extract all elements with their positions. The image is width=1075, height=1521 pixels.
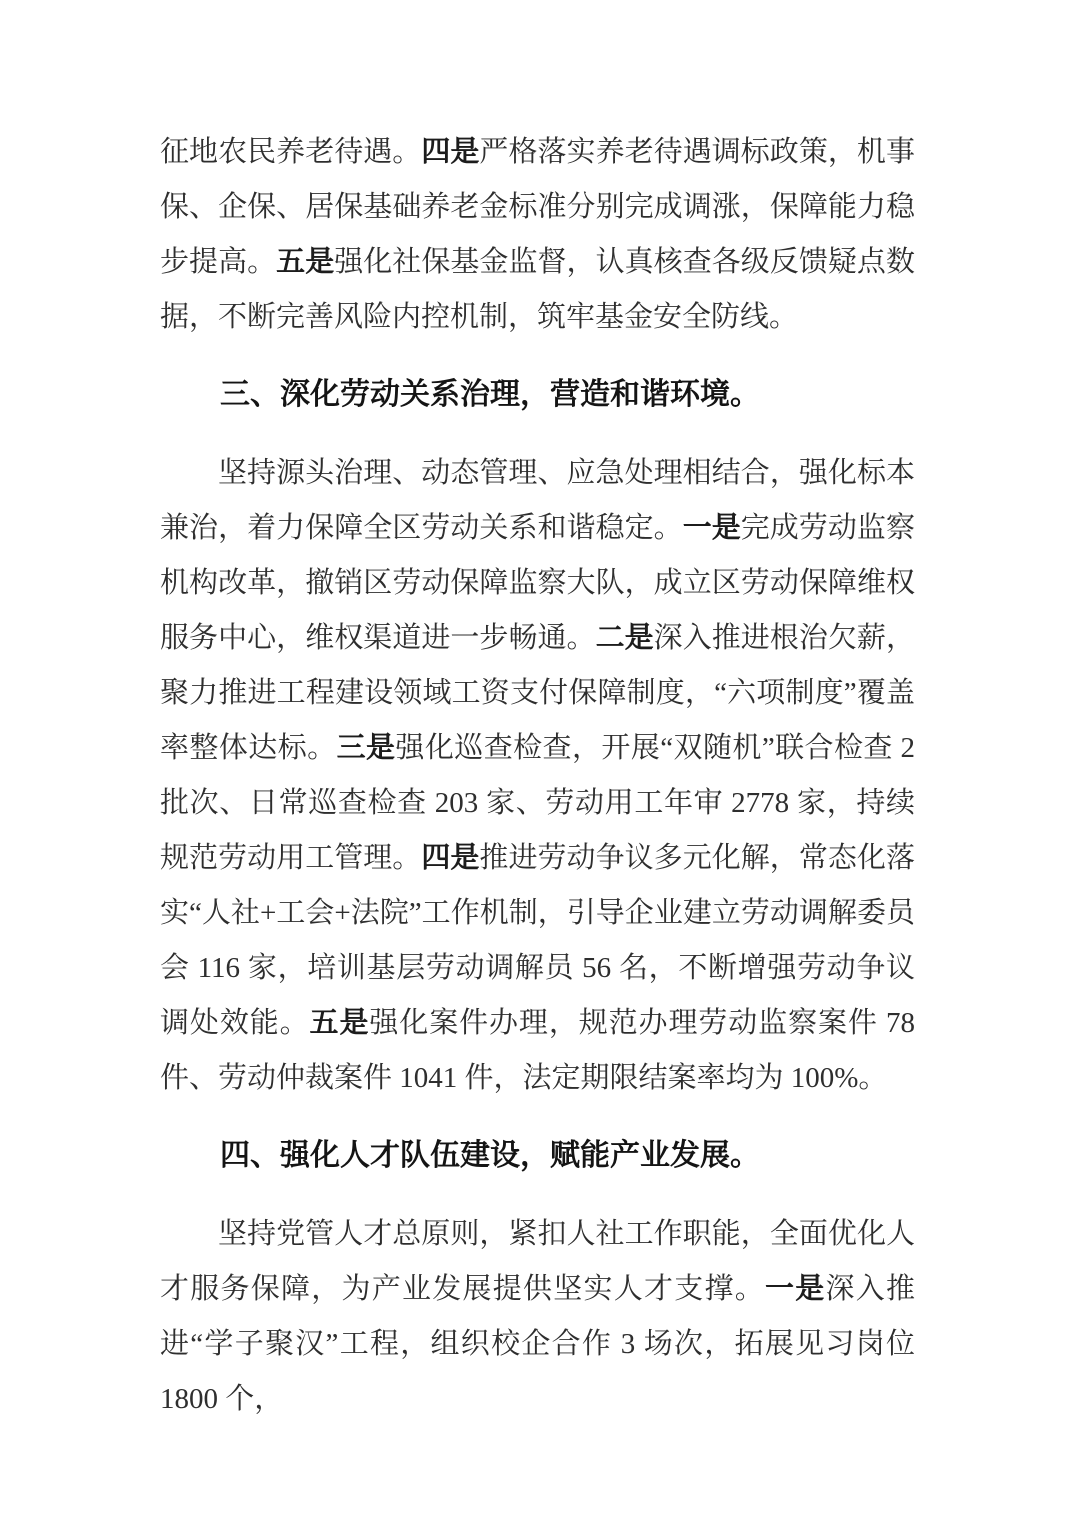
text-run: 完成劳动监察机构改革，撤销区劳动保障监察大队，成立区劳动保障维权服务中心，维权渠道进一步畅通。 xyxy=(160,512,915,654)
section-heading: 三、深化劳动关系治理，营造和谐环境。 xyxy=(220,378,760,411)
emphasis-run: 二是 xyxy=(595,622,654,654)
text-run: 深入推进根治欠薪，聚力推进工程建设领域工资支付保障制度，“六项制度”覆盖率整体达标。 xyxy=(160,622,915,764)
emphasis-run: 一是 xyxy=(764,1273,826,1305)
text-run: 推进劳动争议多元化解，常态化落实“人社+工会+法院”工作机制，引导企业建立劳动调解委员会 116 家，培训基层劳动调解员 56 名，不断增强劳动争议调处效能。 xyxy=(160,842,915,1039)
body-paragraph xyxy=(160,1207,915,1427)
emphasis-run: 三是 xyxy=(336,732,396,764)
section-heading: 四、强化人才队伍建设，赋能产业发展。 xyxy=(220,1139,760,1172)
text-run: 强化案件办理，规范办理劳动监察案件 78 件、劳动仲裁案件 1041 件，法定期限结案率均为 100%。 xyxy=(160,1007,915,1094)
emphasis-run: 四是 xyxy=(421,136,480,168)
emphasis-run: 一是 xyxy=(682,512,741,544)
text-run: 坚持源头治理、动态管理、应急处理相结合，强化标本兼治，着力保障全区劳动关系和谐稳定。 xyxy=(160,457,915,544)
text-run: 深入推进“学子聚汉”工程，组织校企合作 3 场次，拓展见习岗位 1800 个， xyxy=(160,1273,915,1415)
emphasis-run: 四是 xyxy=(421,842,480,874)
text-run: 强化巡查检查，开展“双随机”联合检查 2 批次、日常巡查检查 203 家、劳动用工年审 2778 家，持续规范劳动用工管理。 xyxy=(160,732,915,874)
emphasis-run: 五是 xyxy=(276,246,335,278)
text-run: 征地农民养老待遇。 xyxy=(160,136,422,168)
text-run: 坚持党管人才总原则，紧扣人社工作职能，全面优化人才服务保障，为产业发展提供坚实人才支撑。 xyxy=(160,1218,915,1305)
text-run: 强化社保基金监督，认真核查各级反馈疑点数据，不断完善风险内控机制，筑牢基金安全防线。 xyxy=(160,246,915,333)
emphasis-run: 五是 xyxy=(309,1007,370,1039)
text-run: 严格落实养老待遇调标政策，机事保、企保、居保基础养老金标准分别完成调涨，保障能力稳步提高。 xyxy=(160,136,915,278)
body-paragraph xyxy=(160,446,915,1106)
document-body xyxy=(160,125,915,1427)
body-paragraph xyxy=(160,125,915,345)
